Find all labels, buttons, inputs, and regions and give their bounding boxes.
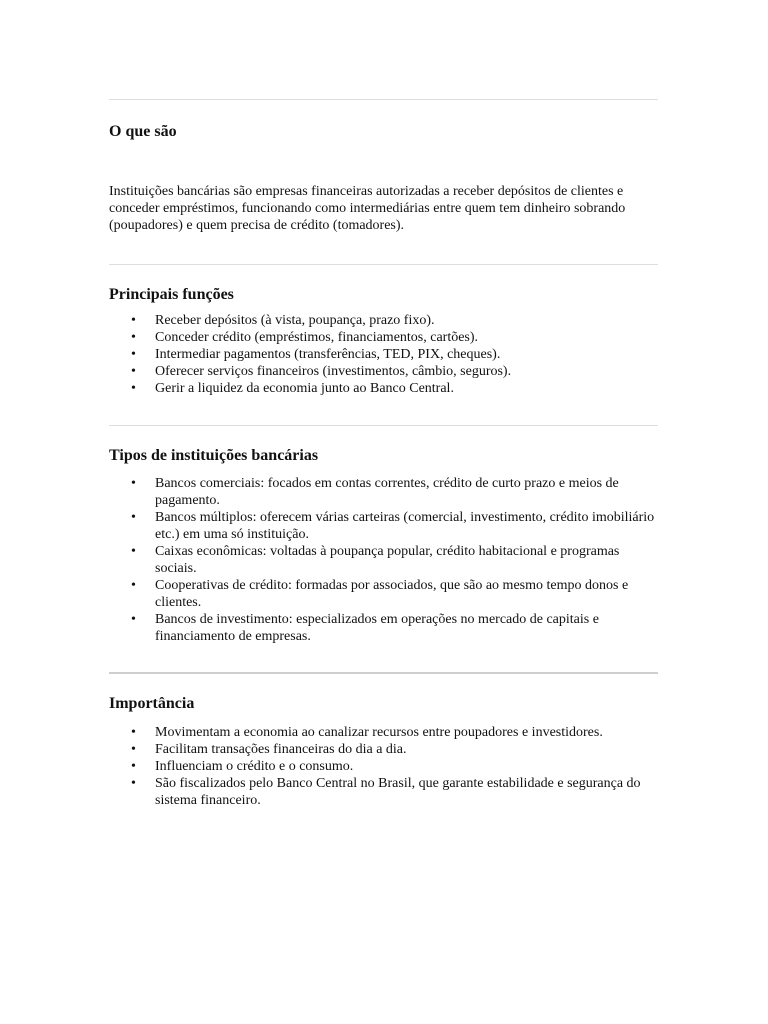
section-principais-funcoes: [109, 285, 658, 397]
section-divider: [109, 672, 658, 674]
list-item: • Bancos de investimento: especializados em operações no mercado de capitais e financiamento de empresas.: [155, 611, 658, 645]
list-item: • Bancos comerciais: focados em contas correntes, crédito de curto prazo e meios de pagamento.: [155, 475, 658, 509]
list-item: • Cooperativas de crédito: formadas por associados, que são ao mesmo tempo donos e clientes.: [155, 577, 658, 611]
section-divider: [109, 264, 658, 265]
section-heading: Principais funções: [109, 286, 234, 303]
section-tipos: [109, 446, 658, 645]
list-item: • Caixas econômicas: voltadas à poupança popular, crédito habitacional e programas sociais.: [155, 543, 658, 577]
section-heading: Importância: [109, 695, 195, 712]
section-divider: [109, 99, 658, 100]
list-item: • São fiscalizados pelo Banco Central no Brasil, que garante estabilidade e segurança do sistema financeiro.: [155, 775, 658, 809]
list-item: • Facilitam transações financeiras do dia a dia.: [155, 741, 658, 758]
section-divider: [109, 425, 658, 426]
section-importancia: [109, 694, 658, 809]
bullet-list: [109, 724, 658, 809]
list-item: • Movimentam a economia ao canalizar recursos entre poupadores e investidores.: [155, 724, 658, 741]
list-item: • Receber depósitos (à vista, poupança, prazo fixo).: [155, 312, 658, 329]
list-item: • Intermediar pagamentos (transferências, TED, PIX, cheques).: [155, 346, 658, 363]
list-item: • Influenciam o crédito e o consumo.: [155, 758, 658, 775]
section-heading: O que são: [109, 123, 177, 140]
list-item: • Bancos múltiplos: oferecem várias carteiras (comercial, investimento, crédito imobiliário etc.) em uma só instituição.: [155, 509, 658, 543]
list-item: • Conceder crédito (empréstimos, financiamentos, cartões).: [155, 329, 658, 346]
intro-paragraph: Instituições bancárias são empresas financeiras autorizadas a receber depósitos de clientes e conceder empréstimos, funcionando como intermediárias entre quem tem dinheiro sobrando (poupadores) e quem precisa de crédito (tomadores).: [109, 184, 626, 233]
section-o-que-sao: [109, 122, 658, 234]
list-item: • Gerir a liquidez da economia junto ao Banco Central.: [155, 380, 658, 397]
bullet-list: [109, 312, 658, 397]
section-heading: Tipos de instituições bancárias: [109, 447, 319, 464]
bullet-list: [109, 475, 658, 645]
document-content: [109, 99, 658, 809]
list-item: • Oferecer serviços financeiros (investimentos, câmbio, seguros).: [155, 363, 658, 380]
